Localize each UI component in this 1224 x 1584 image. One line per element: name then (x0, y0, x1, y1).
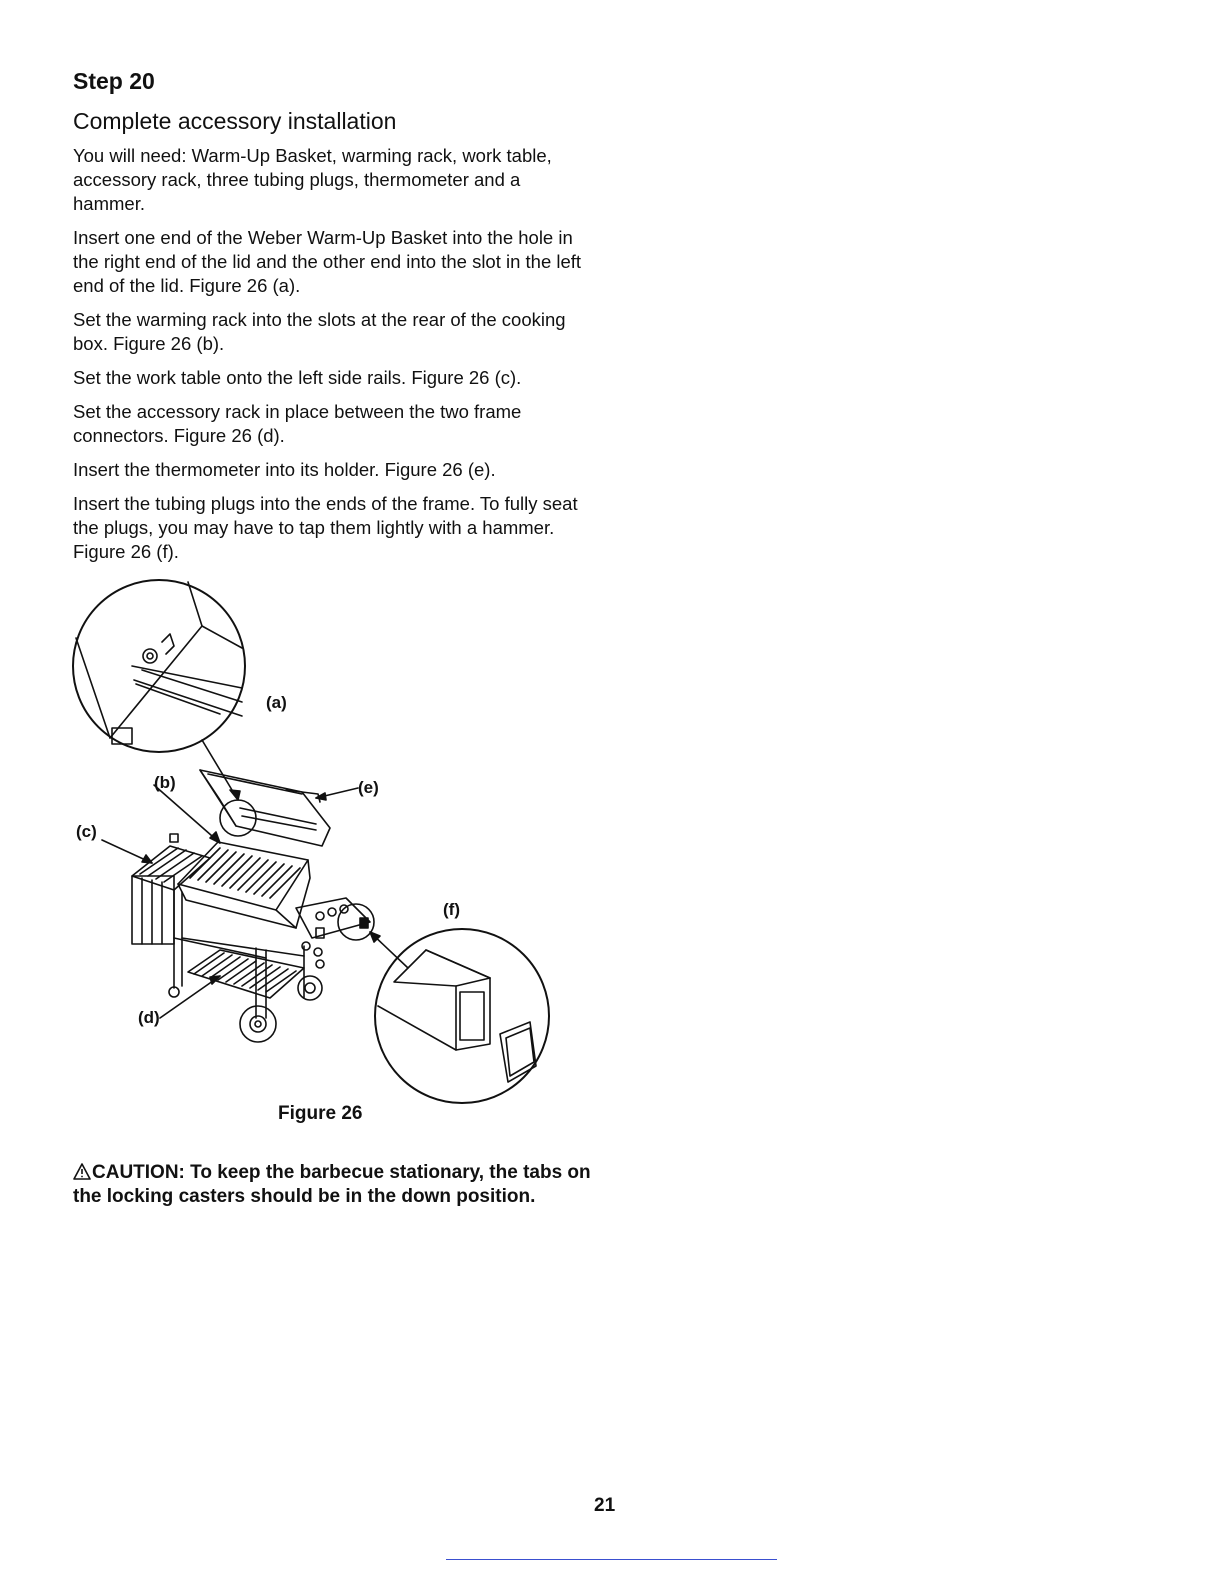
figure-26-illustration (70, 578, 570, 1108)
footer-rule (446, 1559, 777, 1560)
figure-caption: Figure 26 (278, 1103, 363, 1124)
paragraph-warm-up-basket: Insert one end of the Weber Warm-Up Basket into the hole in the right end of the lid and the other end into the slot in the left end of the lid. Figure 26 (a). (73, 227, 582, 296)
cart-frame (169, 890, 304, 1018)
grill-lid (200, 770, 330, 846)
detail-a-zoom-circle (73, 580, 245, 752)
paragraph-warming-rack: Set the warming rack into the slots at the rear of the cooking box. Figure 26 (b). (73, 309, 566, 354)
paragraph-you-will-need: You will need: Warm-Up Basket, warming rack, work table, accessory rack, three tubing plugs, thermometer and a hammer. (73, 145, 552, 214)
paragraph-work-table: Set the work table onto the left side rails. Figure 26 (c). (73, 367, 522, 388)
grill-assembly-drawing (70, 578, 570, 1108)
control-panel (296, 898, 370, 968)
caution-text: CAUTION: To keep the barbecue stationary, the tabs on the locking casters should be in the down position. (73, 1162, 591, 1207)
warning-triangle-icon (73, 1163, 91, 1180)
caution-notice (73, 1161, 603, 1209)
label-a: (a) (266, 693, 287, 712)
label-b: (b) (154, 773, 176, 792)
label-d: (d) (138, 1008, 160, 1027)
paragraph-thermometer: Insert the thermometer into its holder. Figure 26 (e). (73, 459, 496, 480)
label-f: (f) (443, 900, 460, 919)
paragraph-accessory-rack: Set the accessory rack in place between the two frame connectors. Figure 26 (d). (73, 401, 522, 446)
page-number: 21 (594, 1495, 616, 1516)
label-e: (e) (358, 778, 379, 797)
label-c: (c) (76, 822, 97, 841)
step-subtitle: Complete accessory installation (73, 108, 397, 134)
paragraph-tubing-plugs: Insert the tubing plugs into the ends of the frame. To fully seat the plugs, you may have to tap them lightly with a hammer. Figure 26 (f). (73, 493, 578, 562)
step-title: Step 20 (73, 68, 155, 94)
instructions-column (73, 66, 593, 574)
detail-f-zoom-circle (375, 929, 549, 1103)
